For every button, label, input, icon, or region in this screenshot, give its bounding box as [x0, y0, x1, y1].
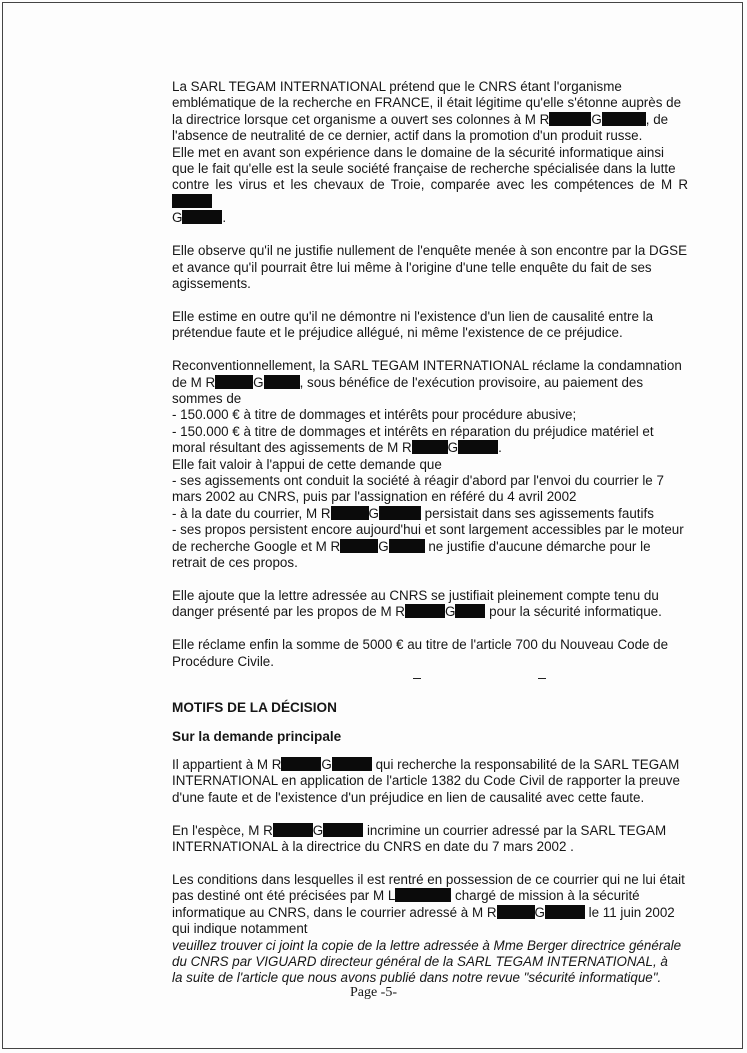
text-line: sommes de	[172, 391, 242, 406]
redaction-bar	[412, 440, 448, 454]
text-fragment: incrimine un courrier adressé par la SARL TEGAM	[363, 822, 667, 838]
text-line: INTERNATIONAL en application de l'article 1382 du Code Civil de rapporter la preuve	[172, 773, 680, 789]
text-fragment: G	[253, 374, 264, 390]
text-line: Elle estime en outre qu'il ne démontre ni l'existence d'un lien de causalité entre la	[172, 308, 654, 324]
text-fragment: G	[591, 111, 602, 127]
text-fragment: qui recherche la responsabilité de la SARL TEGAM	[371, 756, 680, 772]
subsection-heading: Sur la demande principale	[172, 728, 342, 744]
text-line: Elle ajoute que la lettre adressée au CNRS se justifiait pleinement compte tenu du	[172, 587, 659, 603]
text-fragment: , de	[645, 111, 669, 127]
text-fragment: pas destiné ont été précisées par M L	[172, 888, 396, 904]
redaction-bar	[497, 905, 535, 919]
redaction-bar	[323, 823, 363, 837]
page-number: Page -5-	[349, 985, 398, 1000]
text-fragment: En l'espèce, M R	[172, 822, 273, 838]
redaction-bar	[281, 757, 321, 771]
redaction-bar	[264, 375, 300, 389]
text-fragment: pour la sécurité informatique.	[485, 604, 662, 620]
redaction-bar	[455, 604, 485, 618]
text-fragment: .	[498, 440, 502, 456]
text-line	[172, 539, 688, 555]
paragraph	[172, 872, 688, 938]
text-line: que le fait qu'elle est la seule société française de recherche spécialisée dans la lutte	[172, 161, 676, 177]
text-line	[172, 905, 688, 921]
redaction-bar	[172, 194, 212, 208]
text-fragment: le 11 juin 2002	[584, 904, 675, 920]
paragraph	[172, 637, 688, 670]
text-line: qui indique notamment	[172, 921, 308, 937]
redaction-bar	[331, 506, 369, 520]
text-fragment: danger présenté par les propos de M R	[172, 604, 405, 620]
text-line: Elle met en avant son expérience dans le domaine de la sécurité informatique ainsi	[172, 144, 665, 160]
text-fragment: G	[321, 756, 332, 772]
text-fragment: moral résultant des agissements de M R	[172, 440, 412, 456]
text-line: - ses agissements ont conduit la société à réagir d'abord par l'envoi du courrier le 7	[172, 473, 664, 489]
text-line: mars 2002 au CNRS, puis par l'assignation en référé du 4 avril 2002	[172, 489, 577, 505]
text-fragment: G	[378, 538, 389, 554]
text-line: du CNRS par VIGUARD directeur général de la SARL TEGAM INTERNATIONAL, à	[172, 953, 668, 969]
stray-mark	[538, 678, 546, 679]
text-line: retrait de ces propos.	[172, 555, 298, 571]
text-fragment: contre les virus et les chevaux de Troie, comparée avec les compétences de M R	[172, 177, 688, 193]
text-line	[172, 210, 688, 226]
quoted-paragraph	[172, 938, 688, 987]
redaction-bar	[395, 888, 451, 902]
redaction-bar	[602, 112, 646, 126]
text-fragment: de M R	[172, 374, 216, 390]
text-fragment: G	[368, 505, 379, 521]
text-line: Elle fait valoir à l'appui de cette demande que	[172, 456, 442, 472]
text-line	[172, 506, 688, 522]
text-line: la suite de l'article que nous avons publié dans notre revue "sécurité informatique".	[172, 970, 662, 986]
text-line: Reconventionnellement, la SARL TEGAM INTERNATIONAL réclame la condamnation	[172, 358, 682, 374]
text-line: Procédure Civile.	[172, 653, 274, 669]
text-line	[172, 757, 688, 773]
redaction-bar	[182, 210, 222, 224]
text-fragment: G	[312, 822, 324, 838]
redaction-bar	[215, 375, 253, 389]
text-fragment: Il appartient à M R	[172, 756, 282, 772]
text-line: emblématique de la recherche en FRANCE, il était légitime qu'elle s'étonne auprès de	[172, 95, 682, 111]
text-line	[172, 177, 688, 210]
text-fragment: G	[447, 440, 459, 456]
paragraph	[172, 79, 688, 227]
text-line: et avance qu'il pourrait être lui même à l'origine d'une telle enquête du fait de ses	[172, 259, 652, 275]
paragraph	[172, 757, 688, 806]
redaction-bar	[405, 604, 445, 618]
text-line: La SARL TEGAM INTERNATIONAL prétend que le CNRS étant l'organisme	[172, 79, 622, 94]
text-fragment: .	[222, 210, 227, 226]
body-text	[172, 79, 688, 987]
redaction-bar	[340, 539, 378, 553]
redaction-bar	[332, 757, 372, 771]
text-fragment: la directrice lorsque cet organisme a ouvert ses colonnes à M R	[172, 111, 550, 127]
text-line	[172, 375, 688, 391]
stray-mark	[413, 678, 421, 679]
paragraph	[172, 823, 688, 856]
paragraph	[172, 588, 688, 621]
text-fragment: persistait dans ses agissements fautifs	[420, 505, 654, 521]
text-line: l'absence de neutralité de ce dernier, actif dans la promotion d'un produit russe.	[172, 128, 643, 144]
text-line	[172, 604, 688, 620]
section-heading: MOTIFS DE LA DÉCISION	[172, 700, 337, 716]
text-line: agissements.	[172, 275, 251, 291]
paragraph	[172, 309, 688, 342]
text-fragment: chargé de mission à la sécurité	[451, 888, 640, 904]
paragraph	[172, 243, 688, 292]
text-fragment: , sous bénéfice de l'exécution provisoire, au paiement des	[299, 374, 644, 390]
text-line: prétendue faute et le préjudice allégué, ni même l'existence de ce préjudice.	[172, 325, 623, 341]
redaction-bar	[545, 905, 585, 919]
text-line: d'une faute et de l'existence d'un préjudice en lien de causalité avec cette faute.	[172, 789, 645, 805]
text-line: Elle réclame enfin la somme de 5000 € au titre de l'article 700 du Nouveau Code de	[172, 637, 669, 653]
text-line	[172, 888, 688, 904]
redaction-bar	[389, 539, 425, 553]
text-line: veuillez trouver ci joint la copie de la lettre adressée à Mme Berger directrice générale	[172, 937, 682, 953]
text-line	[172, 112, 688, 128]
redaction-bar	[458, 440, 498, 454]
text-fragment: informatique au CNRS, dans le courrier adressé à M R	[172, 904, 497, 920]
text-fragment: de recherche Google et M R	[172, 538, 341, 554]
text-line: Les conditions dans lesquelles il est rentré en possession de ce courrier qui ne lui était	[172, 871, 685, 887]
text-fragment: G	[534, 904, 545, 920]
text-line: Elle observe qu'il ne justifie nullement de l'enquête menée à son encontre par la DGSE	[172, 243, 688, 259]
text-fragment: G	[172, 210, 183, 226]
text-line: - 150.000 € à titre de dommages et intérêts pour procédure abusive;	[172, 407, 577, 423]
text-line: - 150.000 € à titre de dommages et intérêts en réparation du préjudice matériel et	[172, 423, 654, 439]
text-line	[172, 440, 688, 456]
text-line	[172, 823, 688, 839]
text-line: INTERNATIONAL à la directrice du CNRS en date du 7 mars 2002 .	[172, 839, 574, 855]
redaction-bar	[273, 823, 313, 837]
text-fragment: ne justifie d'aucune démarche pour le	[424, 538, 651, 554]
text-fragment: G	[444, 604, 456, 620]
text-fragment: - à la date du courrier, M R	[172, 505, 331, 521]
text-line: - ses propos persistent encore aujourd'hui et sont largement accessibles par le moteur	[172, 522, 684, 538]
redaction-bar	[549, 112, 591, 126]
redaction-bar	[379, 506, 421, 520]
paragraph	[172, 358, 688, 571]
